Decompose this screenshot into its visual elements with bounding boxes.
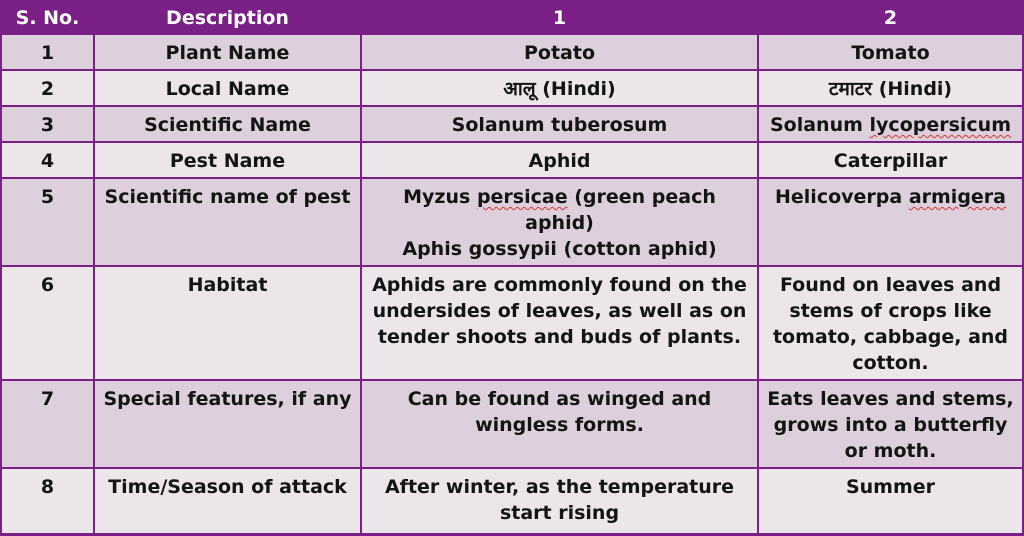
text-line: Aphis gossypii (cotton aphid)	[402, 238, 717, 260]
header-col2: 2	[759, 3, 1022, 33]
cell-sno: 1	[2, 35, 93, 69]
table-header-row	[2, 3, 1022, 33]
table-row	[2, 381, 1022, 467]
cell-col2: Found on leaves and stems of crops like tomato, cabbage, and cotton.	[759, 267, 1022, 379]
cell-description: Plant Name	[95, 35, 360, 69]
header-description: Description	[95, 3, 360, 33]
cell-description: Scientific name of pest	[95, 179, 360, 265]
cell-col1: Solanum tuberosum	[362, 107, 757, 141]
spellcheck-flagged-word: persicae	[476, 186, 568, 208]
table-row	[2, 179, 1022, 265]
cell-col2	[759, 179, 1022, 265]
cell-col1: Potato	[362, 35, 757, 69]
cell-sno: 8	[2, 469, 93, 533]
text-segment: Solanum	[769, 114, 870, 136]
header-sno: S. No.	[2, 3, 93, 33]
cell-col2: Caterpillar	[759, 143, 1022, 177]
cell-description: Time/Season of attack	[95, 469, 360, 533]
header-col1: 1	[362, 3, 757, 33]
table-row	[2, 35, 1022, 69]
text-segment: Helicoverpa	[775, 186, 909, 208]
cell-sno: 5	[2, 179, 93, 265]
spellcheck-flagged-word: armigera	[908, 186, 1006, 208]
cell-description: Pest Name	[95, 143, 360, 177]
table-row	[2, 469, 1022, 533]
cell-col2: Tomato	[759, 35, 1022, 69]
cell-col1: Aphid	[362, 143, 757, 177]
cell-sno: 3	[2, 107, 93, 141]
text-segment: Myzus	[403, 186, 477, 208]
cell-sno: 4	[2, 143, 93, 177]
cell-description: Scientific Name	[95, 107, 360, 141]
cell-col2: Eats leaves and stems, grows into a butterfly or moth.	[759, 381, 1022, 467]
cell-col1: After winter, as the temperature start rising	[362, 469, 757, 533]
cell-description: Local Name	[95, 71, 360, 105]
table-row	[2, 71, 1022, 105]
spellcheck-flagged-word: lycopersicum	[869, 114, 1012, 136]
cell-sno: 6	[2, 267, 93, 379]
cell-col1: Can be found as winged and wingless forms.	[362, 381, 757, 467]
cell-description: Special features, if any	[95, 381, 360, 467]
cell-sno: 2	[2, 71, 93, 105]
cell-col2	[759, 107, 1022, 141]
table-row	[2, 143, 1022, 177]
cell-col1: आलू (Hindi)	[362, 71, 757, 105]
cell-sno: 7	[2, 381, 93, 467]
table-row	[2, 267, 1022, 379]
cell-col2: टमाटर (Hindi)	[759, 71, 1022, 105]
cell-col1: Aphids are commonly found on the undersides of leaves, as well as on tender shoots and buds of plants.	[362, 267, 757, 379]
cell-description: Habitat	[95, 267, 360, 379]
cell-col2: Summer	[759, 469, 1022, 533]
text-segment: (green peach aphid)	[525, 186, 716, 234]
table-row	[2, 107, 1022, 141]
cell-col1	[362, 179, 757, 265]
pest-comparison-table	[0, 1, 1024, 535]
